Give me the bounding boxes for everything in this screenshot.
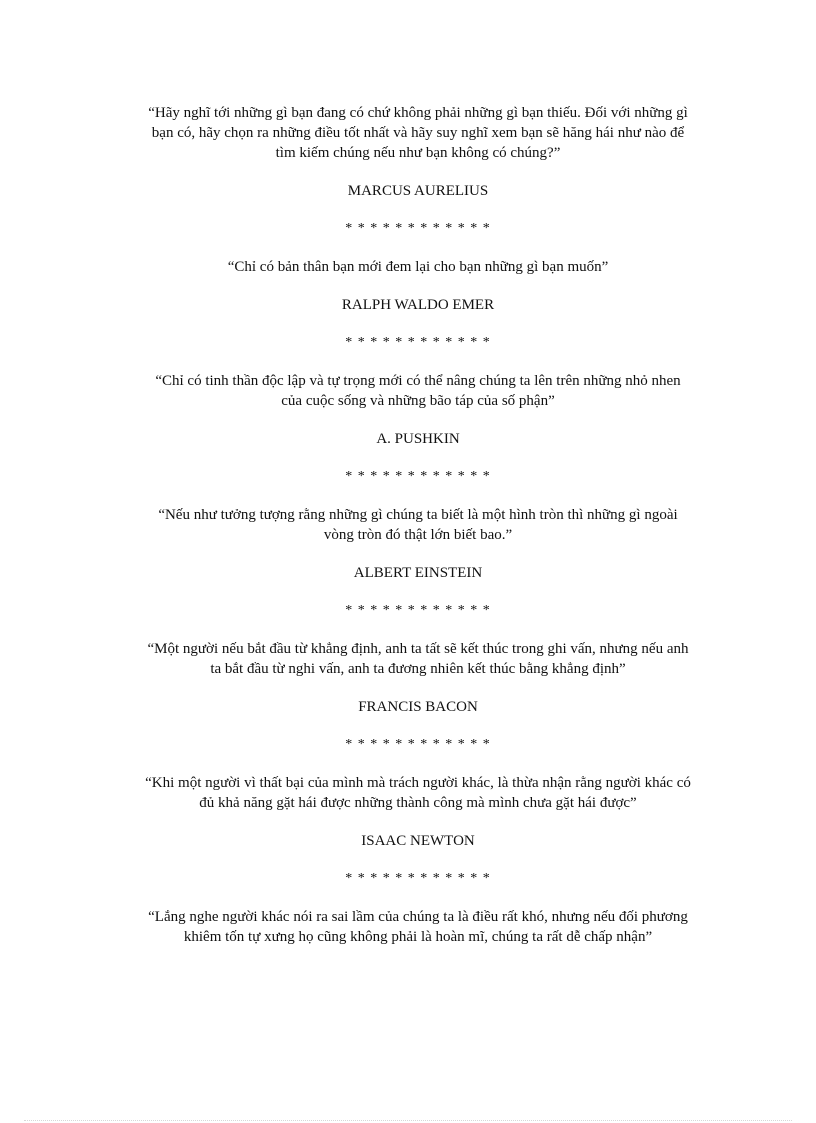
separator: * * * * * * * * * * * * [345,871,491,886]
quote-block [118,257,718,353]
quote-line: “Khi một người vì thất bại của mình mà trách người khác, là thừa nhận rằng người khác có [145,775,691,791]
quote-line: “Nếu như tưởng tượng rằng những gì chúng ta biết là một hình tròn thì những gì ngoài [158,507,678,523]
quote-author: FRANCIS BACON [358,699,478,715]
quote-text [118,773,718,813]
quote-line: “Chỉ có bản thân bạn mới đem lại cho bạn những gì bạn muốn” [227,259,609,275]
quote-block [118,505,718,621]
quote-text [118,639,718,679]
separator: * * * * * * * * * * * * [345,335,491,350]
quote-line: ta bắt đầu từ nghi vấn, anh ta đương nhiên kết thúc bằng khẳng định” [210,661,626,677]
quote-text [118,907,718,947]
quote-text [118,371,718,411]
quote-text [118,103,718,163]
quote-text [118,505,718,545]
quote-block [118,639,718,755]
quotes-content [118,103,718,947]
separator: * * * * * * * * * * * * [345,221,491,236]
quote-text [118,257,718,277]
quote-line: bạn có, hãy chọn ra những điều tốt nhất và hãy suy nghĩ xem bạn sẽ hăng hái như nào để [151,125,685,141]
quote-author: ALBERT EINSTEIN [353,565,483,581]
quote-line: vòng tròn đó thật lớn biết bao.” [323,527,513,543]
quote-block [118,371,718,487]
quote-author: A. PUSHKIN [376,431,460,447]
separator: * * * * * * * * * * * * [345,737,491,752]
quote-line: đủ khả năng gặt hái được những thành công mà mình chưa gặt hái được” [199,795,637,811]
quote-line: “Lắng nghe người khác nói ra sai lầm của chúng ta là điều rất khó, nhưng nếu đối phương [148,909,688,925]
quote-line: của cuộc sống và những bão táp của số phận” [281,393,555,409]
quote-line: khiêm tốn tự xưng họ cũng không phải là hoàn mĩ, chúng ta rất dễ chấp nhận” [183,929,653,945]
quote-line: “Hãy nghĩ tới những gì bạn đang có chứ không phải những gì bạn thiếu. Đối với những gì [148,105,688,121]
page-bottom-divider [24,1120,792,1121]
quote-block [118,907,718,947]
quote-line: “Chỉ có tinh thần độc lập và tự trọng mới có thể nâng chúng ta lên trên những nhỏ nhen [155,373,681,389]
quote-block [118,103,718,239]
quote-author: MARCUS AURELIUS [347,183,489,199]
quote-author: ISAAC NEWTON [361,833,475,849]
quote-line: “Một người nếu bắt đầu từ khẳng định, anh ta tất sẽ kết thúc trong ghi vấn, nhưng nếu anh [147,641,689,657]
separator: * * * * * * * * * * * * [345,603,491,618]
separator: * * * * * * * * * * * * [345,469,491,484]
quote-author: RALPH WALDO EMER [341,297,495,313]
quote-line: tìm kiếm chúng nếu như bạn không có chúng?” [275,145,561,161]
quote-block [118,773,718,889]
